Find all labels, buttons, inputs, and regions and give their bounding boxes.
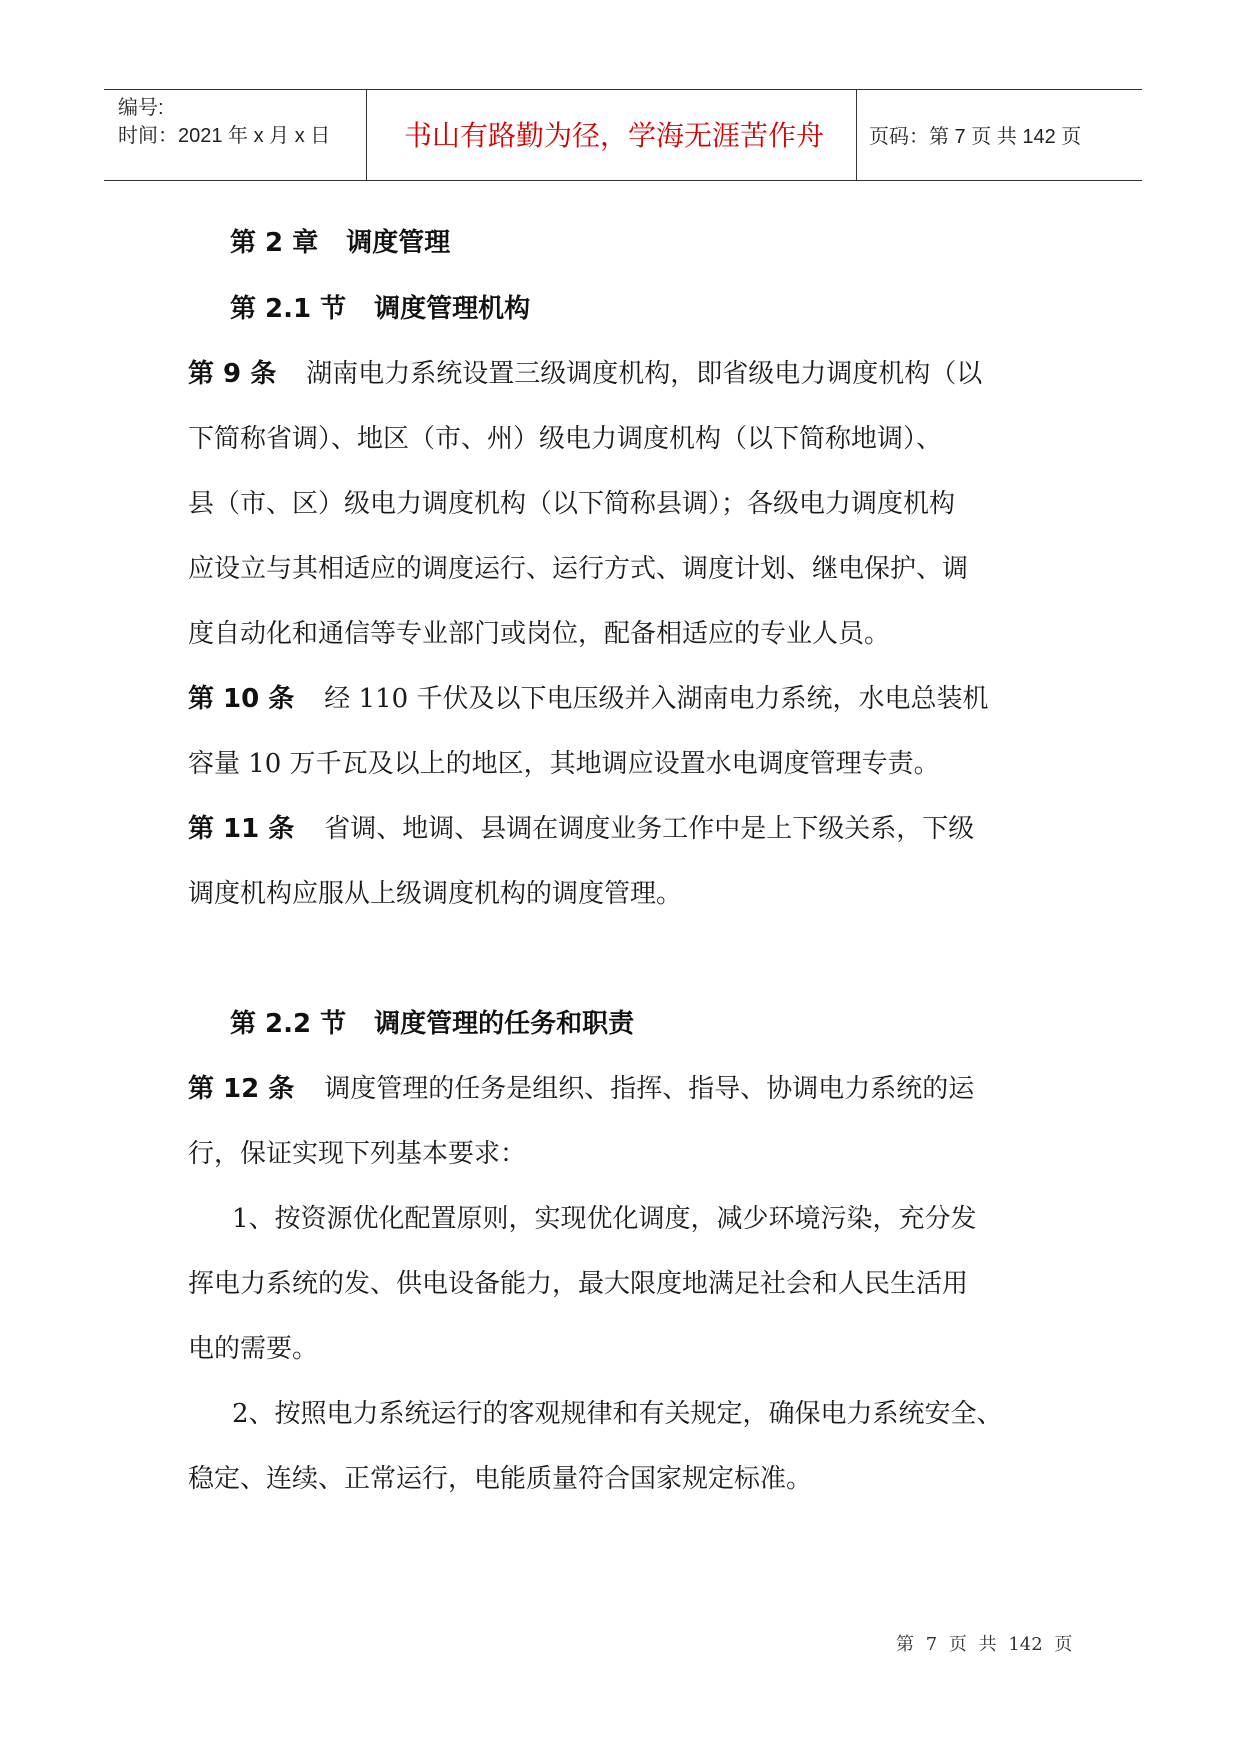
article-9-line-2: 下简称省调）、地区（市、州）级电力调度机构（以下简称地调）、 — [188, 424, 943, 454]
item-2-line-2: 稳定、连续、正常运行，电能质量符合国家规定标准。 — [188, 1464, 813, 1494]
item-1-line-3: 电的需要。 — [188, 1334, 319, 1364]
header-divider-left — [366, 90, 367, 180]
article-11-line-2: 调度机构应服从上级调度机构的调度管理。 — [188, 879, 683, 909]
item-1-line-2: 挥电力系统的发、供电设备能力，最大限度地满足社会和人民生活用 — [188, 1269, 969, 1299]
article-11-text: 省调、地调、县调在调度业务工作中是上下级关系，下级 — [324, 814, 975, 844]
section-title: 调度管理机构 — [374, 294, 531, 324]
article-9-text: 湖南电力系统设置三级调度机构，即省级电力调度机构（以 — [306, 359, 983, 389]
page-header — [104, 89, 1142, 181]
article-12-line-1 — [188, 1069, 974, 1109]
chapter-number: 第 2 章 — [230, 228, 319, 258]
article-9-line-4: 应设立与其相适应的调度运行、运行方式、调度计划、继电保护、调 — [188, 554, 969, 584]
item-2-line-1: 2、按照电力系统运行的客观规律和有关规定，确保电力系统安全、 — [232, 1399, 1003, 1429]
section-heading-2-2 — [230, 1004, 634, 1044]
article-12-line-2: 行，保证实现下列基本要求： — [188, 1139, 527, 1169]
article-11-line-1 — [188, 809, 974, 849]
section-title: 调度管理的任务和职责 — [374, 1009, 635, 1039]
header-number-label: 编号: — [118, 97, 164, 119]
section-number: 第 2.2 节 — [230, 1009, 347, 1039]
article-10-line-2: 容量 10 万千瓦及以上的地区，其地调应设置水电调度管理专责。 — [188, 749, 940, 779]
header-motto: 书山有路勤为径，学海无涯苦作舟 — [403, 119, 824, 152]
article-11-label: 第 11 条 — [188, 814, 295, 844]
article-12-text: 调度管理的任务是组织、指挥、指导、协调电力系统的运 — [324, 1074, 975, 1104]
article-12-label: 第 12 条 — [188, 1074, 295, 1104]
chapter-title: 调度管理 — [346, 228, 451, 258]
item-1-line-1: 1、按资源优化配置原则，实现优化调度，减少环境污染，充分发 — [232, 1204, 977, 1234]
header-time-label: 时间：2021 年 x 月 x 日 — [118, 125, 331, 147]
section-number: 第 2.1 节 — [230, 294, 347, 324]
article-10-label: 第 10 条 — [188, 684, 295, 714]
header-meta — [118, 94, 330, 150]
article-9-label: 第 9 条 — [188, 359, 277, 389]
article-9-line-5: 度自动化和通信等专业部门或岗位，配备相适应的专业人员。 — [188, 619, 891, 649]
header-page-label: 页码：第 7 页 共 142 页 — [869, 126, 1082, 148]
page-footer: 第 7 页 共 142 页 — [896, 1634, 1073, 1655]
section-heading-2-1 — [230, 289, 530, 329]
article-9-line-3: 县（市、区）级电力调度机构（以下简称县调）；各级电力调度机构 — [188, 489, 956, 519]
article-9-line-1 — [188, 354, 982, 394]
chapter-heading — [230, 223, 450, 263]
article-10-text: 经 110 千伏及以下电压级并入湖南电力系统，水电总装机 — [324, 684, 989, 714]
article-10-line-1 — [188, 679, 988, 719]
